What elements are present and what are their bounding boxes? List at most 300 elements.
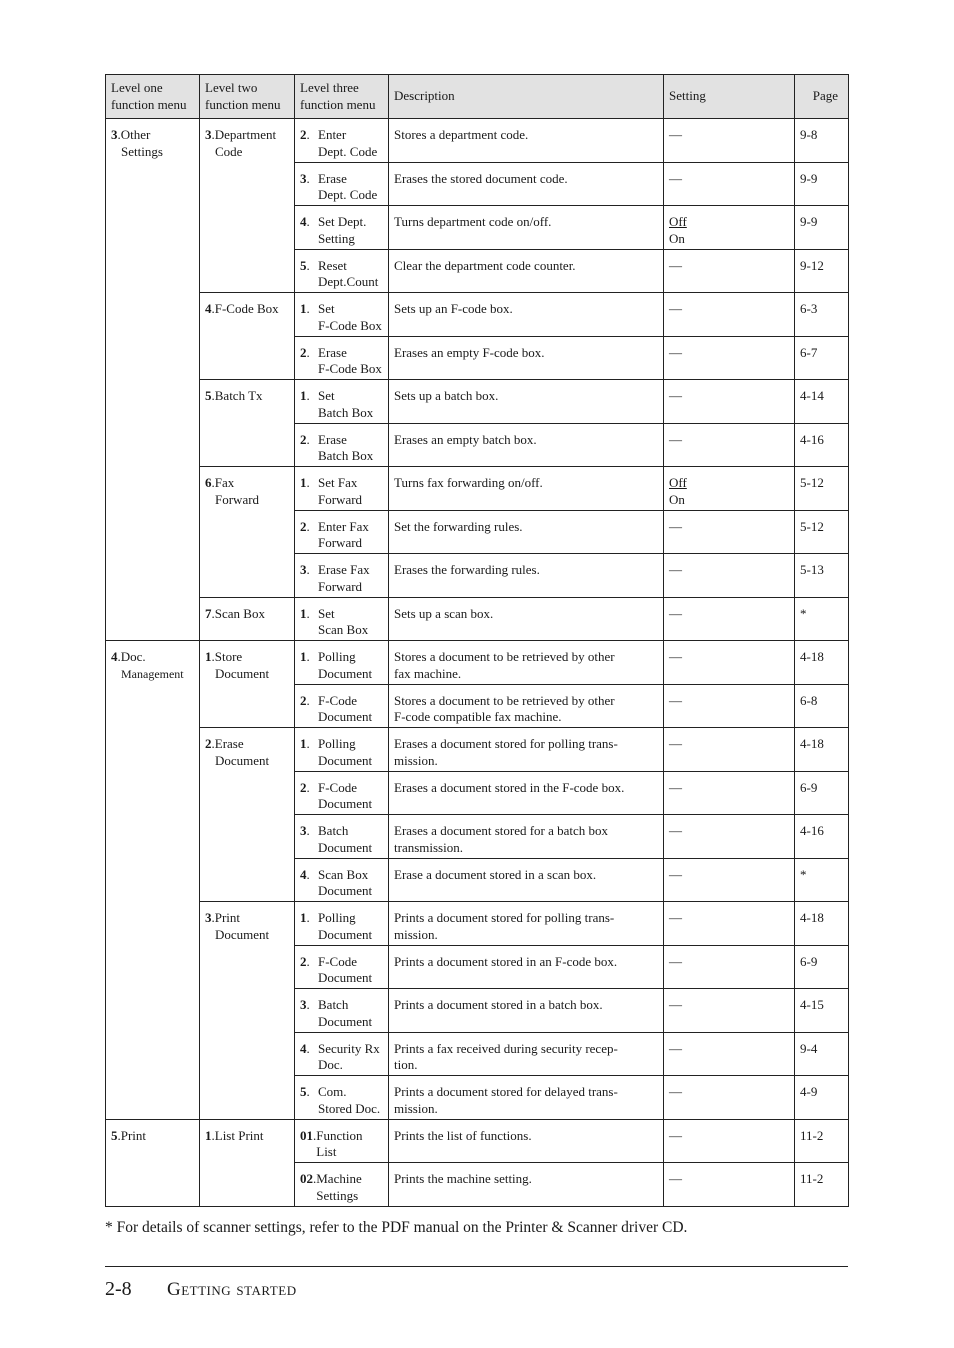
description-cell bbox=[389, 641, 664, 685]
setting-value: — bbox=[669, 1040, 682, 1056]
setting-value: — bbox=[669, 1171, 682, 1186]
level-one-text: Other bbox=[120, 127, 151, 142]
description-line: F-code compatible fax machine. bbox=[394, 709, 562, 724]
level-three-number: 2 bbox=[300, 127, 307, 142]
setting-cell bbox=[664, 249, 795, 293]
level-three-number: 3 bbox=[300, 562, 307, 577]
description-line: transmission. bbox=[394, 839, 463, 855]
description-line: Erases a document stored for a batch box bbox=[394, 823, 609, 838]
level-one-label: 4.Doc. bbox=[111, 649, 146, 664]
level-three-text bbox=[318, 1084, 384, 1117]
level-three-text bbox=[316, 1171, 384, 1204]
page-reference: 6-9 bbox=[795, 945, 849, 989]
description-cell bbox=[389, 467, 664, 511]
level-two-text-line2: Document bbox=[215, 926, 270, 942]
level-three-cell bbox=[295, 728, 389, 772]
level-three-text-line: Document bbox=[318, 796, 373, 811]
page-reference: 9-9 bbox=[795, 162, 849, 206]
level-two-text: Store bbox=[214, 649, 243, 664]
section-title: Getting started bbox=[167, 1279, 297, 1300]
level-three-text bbox=[318, 823, 384, 856]
footnote: * For details of scanner settings, refer to the PDF manual on the Printer & Scanner driver CD. bbox=[105, 1219, 688, 1236]
setting-cell bbox=[664, 119, 795, 163]
setting-cell bbox=[664, 162, 795, 206]
description-cell bbox=[389, 1032, 664, 1076]
page-reference: 5-12 bbox=[795, 510, 849, 554]
level-two-cell bbox=[200, 597, 295, 641]
level-two-number: 1 bbox=[205, 649, 212, 664]
level-two-text-line2: Document bbox=[215, 752, 270, 768]
level-two-text: Erase bbox=[214, 736, 244, 751]
level-two-text: F-Code Box bbox=[214, 301, 279, 316]
description-line: Sets up a batch box. bbox=[394, 388, 499, 403]
level-three-text bbox=[318, 214, 384, 247]
table-row bbox=[106, 641, 849, 685]
level-three-label: 2 . Enter Dept. Code bbox=[300, 127, 384, 160]
level-one-text: Doc. bbox=[120, 649, 146, 664]
level-two-cell bbox=[200, 467, 295, 598]
level-two-number: 3 bbox=[205, 910, 212, 925]
setting-value: — bbox=[669, 866, 682, 882]
level-three-number: 3 bbox=[300, 823, 307, 838]
level-three-cell bbox=[295, 684, 389, 728]
description-line: Stores a document to be retrieved by other bbox=[394, 649, 615, 664]
level-three-text bbox=[318, 475, 384, 508]
setting-value: — bbox=[669, 910, 682, 925]
level-three-text-line: Document bbox=[318, 883, 373, 898]
level-three-text bbox=[318, 562, 384, 595]
description-cell bbox=[389, 119, 664, 163]
level-two-text: List Print bbox=[214, 1127, 264, 1143]
setting-cell bbox=[664, 380, 795, 424]
table-row bbox=[106, 119, 849, 163]
level-three-cell bbox=[295, 293, 389, 337]
description-cell bbox=[389, 597, 664, 641]
description-cell bbox=[389, 380, 664, 424]
setting-value: — bbox=[669, 997, 682, 1012]
level-three-text-line: Scan Box bbox=[318, 866, 369, 882]
setting-value: — bbox=[669, 127, 682, 142]
setting-cell bbox=[664, 1119, 795, 1163]
description-cell bbox=[389, 989, 664, 1033]
setting-cell bbox=[664, 467, 795, 511]
level-one-text-line2: Management bbox=[121, 666, 184, 681]
level-three-label: 2 . Erase F-Code Box bbox=[300, 345, 384, 378]
description-line: Erase a document stored in a scan box. bbox=[394, 866, 597, 882]
setting-value: — bbox=[669, 823, 682, 838]
level-three-text bbox=[318, 606, 384, 639]
level-two-text: Scan Box bbox=[214, 605, 265, 621]
level-two-number: 3 bbox=[205, 127, 212, 142]
level-three-text-line: Erase bbox=[318, 431, 347, 447]
page-reference: 5-12 bbox=[795, 467, 849, 511]
level-three-cell bbox=[295, 1119, 389, 1163]
level-three-label: 3 . Batch Document bbox=[300, 823, 384, 856]
page-reference: 6-3 bbox=[795, 293, 849, 337]
level-three-text-line: Set Fax bbox=[318, 475, 358, 490]
setting-value: — bbox=[669, 344, 682, 360]
description-line: Clear the department code counter. bbox=[394, 257, 576, 273]
page-number: 2-8 bbox=[105, 1278, 132, 1300]
level-two-label: 4.F-Code Box bbox=[205, 301, 279, 316]
level-three-label: 4 . Scan Box Document bbox=[300, 867, 384, 900]
level-three-text-line: Polling bbox=[318, 736, 356, 751]
description-cell bbox=[389, 336, 664, 380]
description-line: Stores a department code. bbox=[394, 127, 529, 142]
level-three-text-line: Set bbox=[318, 605, 335, 621]
level-three-text-line: Document bbox=[318, 839, 373, 855]
level-three-cell bbox=[295, 597, 389, 641]
level-three-text bbox=[318, 301, 384, 334]
page-reference: 9-12 bbox=[795, 249, 849, 293]
level-three-cell bbox=[295, 1163, 389, 1207]
level-three-text-line: F-Code Box bbox=[318, 361, 382, 376]
level-three-text-line: Document bbox=[318, 709, 373, 724]
page-reference: 4-18 bbox=[795, 728, 849, 772]
level-three-text bbox=[318, 432, 384, 465]
level-three-text bbox=[318, 954, 384, 987]
header-label-line: function menu bbox=[300, 96, 376, 112]
setting-cell bbox=[664, 945, 795, 989]
level-two-cell bbox=[200, 1119, 295, 1206]
level-three-label: 4 . Set Dept. Setting bbox=[300, 214, 384, 247]
description-cell bbox=[389, 554, 664, 598]
table-row bbox=[106, 293, 849, 337]
table-row bbox=[106, 467, 849, 511]
level-two-text: Print bbox=[214, 910, 241, 925]
header-label-line: Level one bbox=[111, 80, 163, 95]
level-three-number: 2 bbox=[300, 953, 307, 969]
level-two-cell bbox=[200, 902, 295, 1120]
level-two-cell bbox=[200, 119, 295, 293]
level-two-text-line2: Forward bbox=[215, 491, 260, 507]
setting-cell bbox=[664, 1163, 795, 1207]
setting-value: — bbox=[669, 388, 682, 403]
description-line: Sets up an F-code box. bbox=[394, 301, 513, 316]
level-three-text-line: Dept. Code bbox=[318, 187, 378, 202]
description-cell bbox=[389, 162, 664, 206]
level-one-cell bbox=[106, 119, 200, 641]
level-three-number: 2 bbox=[300, 692, 307, 708]
description-line: Prints a document stored in an F-code box. bbox=[394, 953, 618, 969]
level-three-label: 3 . Erase Dept. Code bbox=[300, 171, 384, 204]
setting-value: — bbox=[669, 257, 682, 273]
level-three-cell bbox=[295, 554, 389, 598]
level-one-label: 3.Other bbox=[111, 127, 151, 142]
page-reference: 4-18 bbox=[795, 641, 849, 685]
page-reference: 9-9 bbox=[795, 206, 849, 250]
table-row bbox=[106, 728, 849, 772]
description-cell bbox=[389, 510, 664, 554]
table-row bbox=[106, 1119, 849, 1163]
level-three-text bbox=[318, 171, 384, 204]
description-line: mission. bbox=[394, 752, 438, 768]
level-one-text-line2: Settings bbox=[121, 143, 163, 159]
page-reference: 4-16 bbox=[795, 423, 849, 467]
page-reference: 9-8 bbox=[795, 119, 849, 163]
level-three-label: 3 . Erase Fax Forward bbox=[300, 562, 384, 595]
header-label-line: Level three bbox=[300, 80, 359, 95]
level-three-text bbox=[318, 127, 384, 160]
level-three-text-line: List bbox=[316, 1144, 337, 1159]
level-two-number: 4 bbox=[205, 301, 212, 316]
level-three-label: 1 . Set Fax Forward bbox=[300, 475, 384, 508]
setting-cell bbox=[664, 423, 795, 467]
description-line: Prints a document stored for delayed trans- bbox=[394, 1084, 618, 1099]
level-two-text: Department bbox=[214, 127, 277, 142]
level-three-number: 1 bbox=[300, 736, 307, 751]
header-page: Page bbox=[795, 75, 849, 119]
level-three-text-line: F-Code bbox=[318, 779, 357, 795]
setting-cell bbox=[664, 554, 795, 598]
description-cell bbox=[389, 815, 664, 859]
setting-cell bbox=[664, 206, 795, 250]
level-three-cell bbox=[295, 989, 389, 1033]
description-line: Erases a document stored in the F-code box. bbox=[394, 779, 625, 795]
level-three-number: 02 bbox=[300, 1171, 313, 1186]
level-three-text-line: Polling bbox=[318, 649, 356, 664]
header-label-line: Level two bbox=[205, 80, 258, 95]
level-three-text-line: F-Code bbox=[318, 692, 357, 708]
level-three-text-line: Enter Fax bbox=[318, 518, 369, 534]
level-three-label: 2 . Erase Batch Box bbox=[300, 432, 384, 465]
level-two-label: 7.Scan Box bbox=[205, 605, 265, 621]
level-two-label: 6.Fax bbox=[205, 475, 235, 490]
level-three-label: 1 . Set Scan Box bbox=[300, 606, 384, 639]
page-reference: 4-9 bbox=[795, 1076, 849, 1120]
setting-value: — bbox=[669, 1084, 682, 1099]
table-row bbox=[106, 597, 849, 641]
header-label-line: function menu bbox=[205, 96, 281, 112]
description-cell bbox=[389, 771, 664, 815]
setting-value: — bbox=[669, 170, 682, 186]
setting-other-option: On bbox=[669, 491, 685, 507]
description-cell bbox=[389, 249, 664, 293]
page-reference: 9-4 bbox=[795, 1032, 849, 1076]
header-label-line: function menu bbox=[111, 96, 187, 112]
level-three-text bbox=[318, 997, 384, 1030]
page-reference: 6-9 bbox=[795, 771, 849, 815]
level-three-text-line: Polling bbox=[318, 910, 356, 925]
setting-default-option: Off bbox=[669, 214, 687, 229]
description-line: Stores a document to be retrieved by other bbox=[394, 692, 615, 708]
level-two-number: 7 bbox=[205, 605, 212, 621]
level-three-label: 3 . Batch Document bbox=[300, 997, 384, 1030]
level-three-number: 1 bbox=[300, 301, 307, 316]
setting-value: — bbox=[669, 953, 682, 969]
level-three-text-line: Stored Doc. bbox=[318, 1100, 381, 1116]
level-three-cell bbox=[295, 336, 389, 380]
setting-value: — bbox=[669, 1127, 682, 1143]
setting-value: — bbox=[669, 518, 682, 534]
level-three-text-line: Dept.Count bbox=[318, 274, 379, 289]
setting-value: — bbox=[669, 301, 682, 316]
level-three-text-line: Document bbox=[318, 1013, 373, 1029]
level-three-cell bbox=[295, 771, 389, 815]
setting-cell bbox=[664, 989, 795, 1033]
level-three-text-line: Erase Fax bbox=[318, 562, 370, 577]
description-cell bbox=[389, 728, 664, 772]
page-reference: 4-15 bbox=[795, 989, 849, 1033]
table-header-row bbox=[106, 75, 849, 119]
level-three-text-line: Enter bbox=[318, 127, 347, 142]
level-three-cell bbox=[295, 902, 389, 946]
level-two-label: 3.Print bbox=[205, 910, 241, 925]
level-two-number: 6 bbox=[205, 475, 212, 490]
level-three-cell bbox=[295, 423, 389, 467]
setting-value: — bbox=[669, 605, 682, 621]
description-cell bbox=[389, 858, 664, 902]
level-three-text-line: Doc. bbox=[318, 1057, 343, 1072]
setting-other-option: On bbox=[669, 230, 685, 246]
level-one-cell bbox=[106, 1119, 200, 1206]
level-three-number: 2 bbox=[300, 344, 307, 360]
level-two-cell bbox=[200, 293, 295, 380]
level-three-number: 4 bbox=[300, 1040, 307, 1056]
description-line: Erases the forwarding rules. bbox=[394, 562, 540, 577]
level-three-text-line: Forward bbox=[318, 535, 363, 550]
description-cell bbox=[389, 423, 664, 467]
level-two-text: Fax bbox=[214, 475, 235, 490]
level-three-label: 1 . Polling Document bbox=[300, 910, 384, 943]
level-three-cell bbox=[295, 815, 389, 859]
description-line: Turns fax forwarding on/off. bbox=[394, 475, 543, 490]
level-two-number: 5 bbox=[205, 388, 212, 403]
setting-cell bbox=[664, 815, 795, 859]
setting-value: — bbox=[669, 562, 682, 577]
description-line: Erases an empty F-code box. bbox=[394, 344, 545, 360]
header-description: Description bbox=[389, 75, 664, 119]
description-line: mission. bbox=[394, 1100, 438, 1116]
level-three-text bbox=[318, 910, 384, 943]
level-three-label: 4 . Security Rx Doc. bbox=[300, 1041, 384, 1074]
level-three-cell bbox=[295, 249, 389, 293]
level-three-number: 1 bbox=[300, 649, 307, 664]
level-two-cell bbox=[200, 641, 295, 728]
table-row bbox=[106, 902, 849, 946]
level-three-text-line: Set bbox=[318, 301, 335, 316]
level-three-number: 5 bbox=[300, 257, 307, 273]
level-three-text-line: Setting bbox=[318, 230, 355, 246]
description-cell bbox=[389, 1119, 664, 1163]
level-one-label: 5.Print bbox=[111, 1127, 147, 1143]
setting-cell bbox=[664, 728, 795, 772]
description-line: Sets up a scan box. bbox=[394, 605, 494, 621]
level-three-text bbox=[318, 780, 384, 813]
level-three-number: 2 bbox=[300, 779, 307, 795]
level-three-text-line: Document bbox=[318, 752, 373, 768]
level-three-text bbox=[318, 867, 384, 900]
level-three-number: 01 bbox=[300, 1127, 313, 1143]
description-line: Erases a document stored for polling trans- bbox=[394, 736, 618, 751]
level-one-text: Print bbox=[120, 1127, 147, 1143]
level-three-text-line: Document bbox=[318, 665, 373, 681]
level-three-label: 5 . Com. Stored Doc. bbox=[300, 1084, 384, 1117]
level-three-cell bbox=[295, 1032, 389, 1076]
level-three-text-line: Set bbox=[318, 388, 335, 403]
level-three-text-line: Set Dept. bbox=[318, 214, 367, 229]
setting-value: — bbox=[669, 736, 682, 751]
setting-cell bbox=[664, 336, 795, 380]
level-two-number: 2 bbox=[205, 736, 212, 751]
page-reference: 4-18 bbox=[795, 902, 849, 946]
level-three-text bbox=[318, 258, 384, 291]
description-line: Erases the stored document code. bbox=[394, 170, 568, 186]
header-level-one bbox=[106, 75, 200, 119]
setting-cell bbox=[664, 902, 795, 946]
level-three-text bbox=[318, 693, 384, 726]
page-reference: 11-2 bbox=[795, 1119, 849, 1163]
page-reference: * bbox=[795, 858, 849, 902]
description-line: fax machine. bbox=[394, 665, 462, 681]
level-three-cell bbox=[295, 945, 389, 989]
level-three-label: 2 . F-Code Document bbox=[300, 780, 384, 813]
setting-cell bbox=[664, 510, 795, 554]
level-two-text-line2: Document bbox=[215, 665, 270, 681]
level-three-number: 2 bbox=[300, 518, 307, 534]
level-three-text bbox=[318, 388, 384, 421]
level-three-text-line: Reset bbox=[318, 257, 347, 273]
setting-cell bbox=[664, 641, 795, 685]
setting-value: — bbox=[669, 779, 682, 795]
description-cell bbox=[389, 684, 664, 728]
description-cell bbox=[389, 206, 664, 250]
page-reference: 4-16 bbox=[795, 815, 849, 859]
level-three-text-line: Batch bbox=[318, 823, 349, 838]
description-line: Erases an empty batch box. bbox=[394, 431, 537, 447]
setting-cell bbox=[664, 684, 795, 728]
level-three-label: 02 . Machine Settings bbox=[300, 1171, 384, 1204]
level-three-cell bbox=[295, 380, 389, 424]
level-two-text-line2: Code bbox=[215, 143, 243, 159]
page-reference: 11-2 bbox=[795, 1163, 849, 1207]
level-three-cell bbox=[295, 641, 389, 685]
level-three-number: 1 bbox=[300, 605, 307, 621]
setting-cell bbox=[664, 1076, 795, 1120]
description-line: Prints a document stored in a batch box. bbox=[394, 997, 603, 1012]
level-one-number: 4 bbox=[111, 649, 118, 664]
page-reference: 6-8 bbox=[795, 684, 849, 728]
level-three-cell bbox=[295, 1076, 389, 1120]
level-three-text-line: Erase bbox=[318, 344, 347, 360]
level-three-cell bbox=[295, 467, 389, 511]
setting-value: — bbox=[669, 692, 682, 708]
level-three-text-line: Security Rx bbox=[318, 1040, 380, 1056]
level-three-text-line: Document bbox=[318, 926, 373, 942]
level-three-text-line: Erase bbox=[318, 170, 347, 186]
level-two-label: 5.Batch Tx bbox=[205, 388, 263, 403]
level-three-cell bbox=[295, 119, 389, 163]
level-three-number: 1 bbox=[300, 475, 307, 490]
level-three-number: 1 bbox=[300, 388, 307, 403]
level-three-text-line: Forward bbox=[318, 578, 363, 594]
level-three-number: 4 bbox=[300, 214, 307, 229]
level-one-cell bbox=[106, 641, 200, 1120]
level-three-label: 01 . Function List bbox=[300, 1128, 384, 1161]
description-line: Turns department code on/off. bbox=[394, 214, 552, 229]
page-reference: 4-14 bbox=[795, 380, 849, 424]
page-reference: 6-7 bbox=[795, 336, 849, 380]
level-three-text bbox=[318, 736, 384, 769]
level-one-number: 5 bbox=[111, 1127, 118, 1143]
level-three-text-line: Com. bbox=[318, 1084, 347, 1099]
level-three-text bbox=[318, 649, 384, 682]
setting-cell bbox=[664, 858, 795, 902]
level-three-label: 2 . Enter Fax Forward bbox=[300, 519, 384, 552]
description-line: Set the forwarding rules. bbox=[394, 518, 523, 534]
level-three-label: 1 . Set Batch Box bbox=[300, 388, 384, 421]
level-three-text-line: Document bbox=[318, 970, 373, 985]
